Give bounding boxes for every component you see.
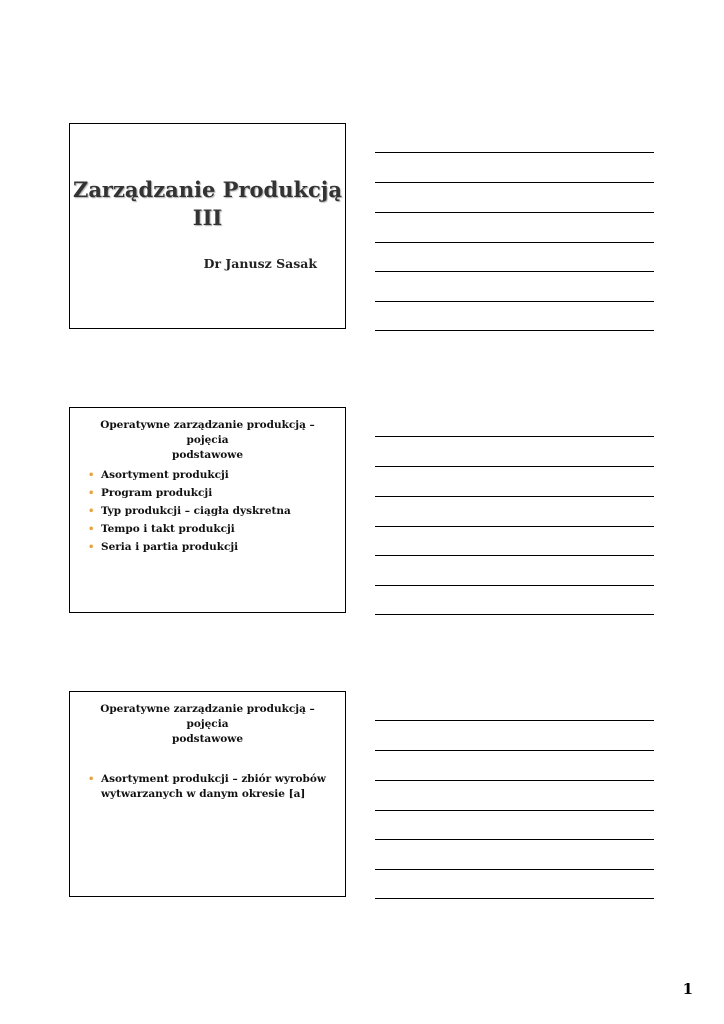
slide-heading-line-2: podstawowe xyxy=(171,449,243,461)
note-line xyxy=(375,301,654,302)
note-line xyxy=(375,330,654,331)
bullet-icon: • xyxy=(88,470,95,481)
note-line xyxy=(375,466,654,467)
bullet-icon: • xyxy=(88,542,95,553)
note-line xyxy=(375,152,654,153)
bullet-icon: • xyxy=(88,506,95,517)
bullet-item xyxy=(88,486,331,501)
note-line xyxy=(375,242,654,243)
bullet-icon: • xyxy=(88,524,95,535)
slide-heading xyxy=(80,702,335,747)
note-line xyxy=(375,720,654,721)
bullet-list xyxy=(88,468,331,558)
note-line xyxy=(375,436,654,437)
bullet-item xyxy=(88,504,331,519)
note-line xyxy=(375,898,654,899)
slide-heading xyxy=(80,418,335,463)
slide-heading-line-1: Operatywne zarządzanie produkcją – pojęcia xyxy=(100,703,315,730)
bullet-text: Asortyment produkcji – zbiór wyrobów wytwarzanych w danym okresie [a] xyxy=(101,773,326,800)
note-line xyxy=(375,182,654,183)
slide-heading-line-2: podstawowe xyxy=(171,733,243,745)
bullet-icon: • xyxy=(88,774,95,785)
bullet-item xyxy=(88,540,331,555)
note-line xyxy=(375,869,654,870)
note-line xyxy=(375,271,654,272)
bullet-item xyxy=(88,772,331,802)
slide-heading-line-1: Operatywne zarządzanie produkcją – pojęcia xyxy=(100,419,315,446)
note-line xyxy=(375,526,654,527)
bullet-text: Typ produkcji – ciągła dyskretna xyxy=(101,505,291,517)
note-line xyxy=(375,496,654,497)
note-line xyxy=(375,810,654,811)
note-line xyxy=(375,555,654,556)
slide-author: Dr Janusz Sasak xyxy=(203,256,317,271)
bullet-text: Tempo i takt produkcji xyxy=(101,523,235,535)
bullet-icon: • xyxy=(88,488,95,499)
bullet-text: Asortyment produkcji xyxy=(101,469,229,481)
bullet-text: Seria i partia produkcji xyxy=(101,541,239,553)
slide-3 xyxy=(69,691,346,897)
slide-1-title xyxy=(69,123,346,329)
bullet-item xyxy=(88,468,331,483)
note-line xyxy=(375,614,654,615)
note-line xyxy=(375,750,654,751)
slide-2 xyxy=(69,407,346,613)
slide-title-line-2: III xyxy=(192,205,223,230)
bullet-item xyxy=(88,522,331,537)
note-line xyxy=(375,780,654,781)
note-line xyxy=(375,585,654,586)
bullet-list xyxy=(88,772,331,805)
slide-title-line-1: Zarządzanie Produkcją xyxy=(72,177,343,202)
slide-title xyxy=(70,176,345,232)
note-line xyxy=(375,212,654,213)
bullet-text: Program produkcji xyxy=(101,487,213,499)
note-line xyxy=(375,839,654,840)
page-number: 1 xyxy=(682,980,693,998)
